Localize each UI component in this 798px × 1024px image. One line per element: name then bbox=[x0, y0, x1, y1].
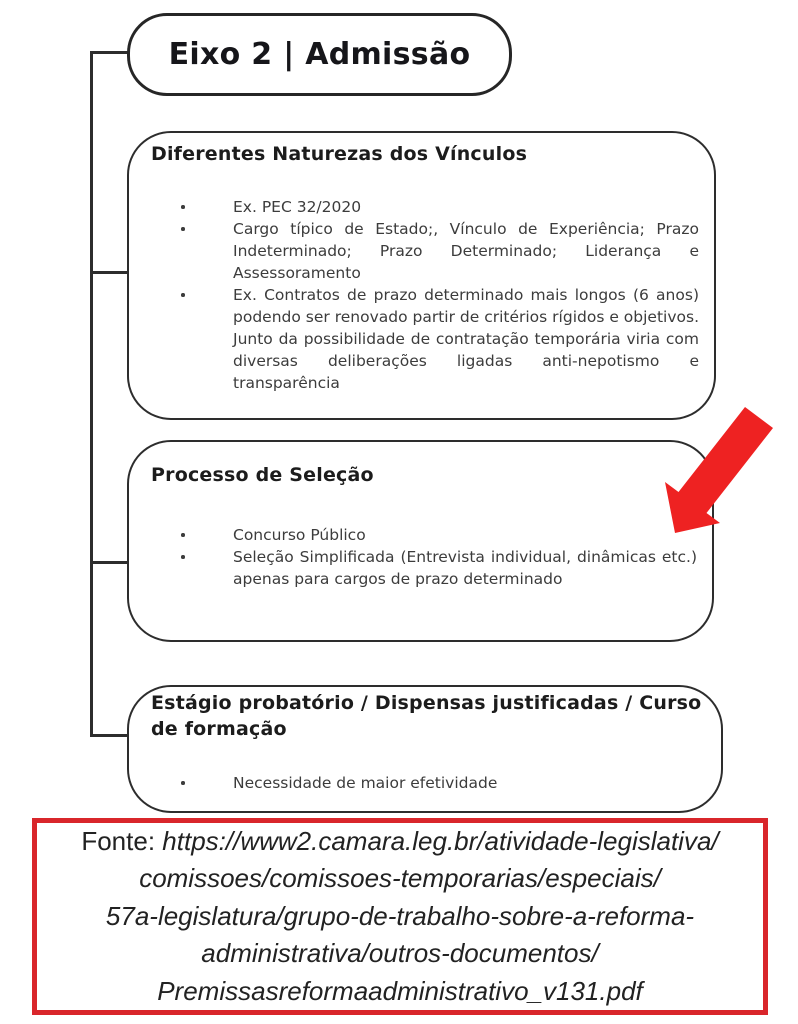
box-estagio-probatorio bbox=[127, 685, 723, 813]
source-url-line: administrativa/outros-documentos/ bbox=[201, 938, 599, 969]
box-diferentes-naturezas-dos-vinculos bbox=[127, 131, 716, 420]
source-prefix: Fonte: bbox=[81, 825, 163, 856]
bullet-list bbox=[180, 772, 706, 794]
source-url-line: comissoes/comissoes-temporarias/especiais/ bbox=[139, 863, 661, 894]
bullet-item: Cargo típico de Estado;, Vínculo de Experiência; Prazo Indeterminado; Prazo Determinado; Liderança e Assessoramento bbox=[180, 218, 699, 284]
source-line bbox=[37, 823, 763, 861]
connector-branch-box3 bbox=[90, 734, 130, 737]
diagram-title: Eixo 2 | Admissão bbox=[168, 37, 471, 72]
source-box bbox=[32, 818, 768, 1015]
bullet-item: Concurso Público bbox=[180, 524, 697, 546]
connector-branch-box1 bbox=[90, 271, 130, 274]
box-processo-de-selecao bbox=[127, 440, 714, 642]
bullet-item: Seleção Simplificada (Entrevista individual, dinâmicas etc.) apenas para cargos de prazo determinado bbox=[180, 546, 697, 590]
box-heading: Processo de Seleção bbox=[151, 464, 374, 486]
connector-branch-title bbox=[90, 51, 130, 54]
bullet-list bbox=[180, 196, 699, 394]
source-url-line: https://www2.camara.leg.br/atividade-legislativa/ bbox=[162, 825, 719, 856]
bullet-list bbox=[180, 524, 697, 590]
bullet-item: Ex. Contratos de prazo determinado mais longos (6 anos) podendo ser renovado partir de critérios rígidos e objetivos. Junto da possibilidade de contratação temporária viria com diversas deliberações ligadas anti-nepotismo e transparência bbox=[180, 284, 699, 394]
title-box bbox=[127, 13, 512, 96]
source-url-line: 57a-legislatura/grupo-de-trabalho-sobre-a-reforma- bbox=[105, 900, 695, 931]
source-url-line: Premissasreformaadministrativo_v131.pdf bbox=[157, 975, 643, 1006]
red-arrow-icon bbox=[655, 395, 780, 540]
bullet-item: Ex. PEC 32/2020 bbox=[180, 196, 699, 218]
box-heading: Diferentes Naturezas dos Vínculos bbox=[151, 143, 528, 165]
bullet-item: Necessidade de maior efetividade bbox=[180, 772, 706, 794]
box-heading: Estágio probatório / Dispensas justificadas / Curso de formação bbox=[151, 692, 702, 740]
connector-branch-box2 bbox=[90, 561, 130, 564]
connector-spine bbox=[90, 51, 93, 737]
